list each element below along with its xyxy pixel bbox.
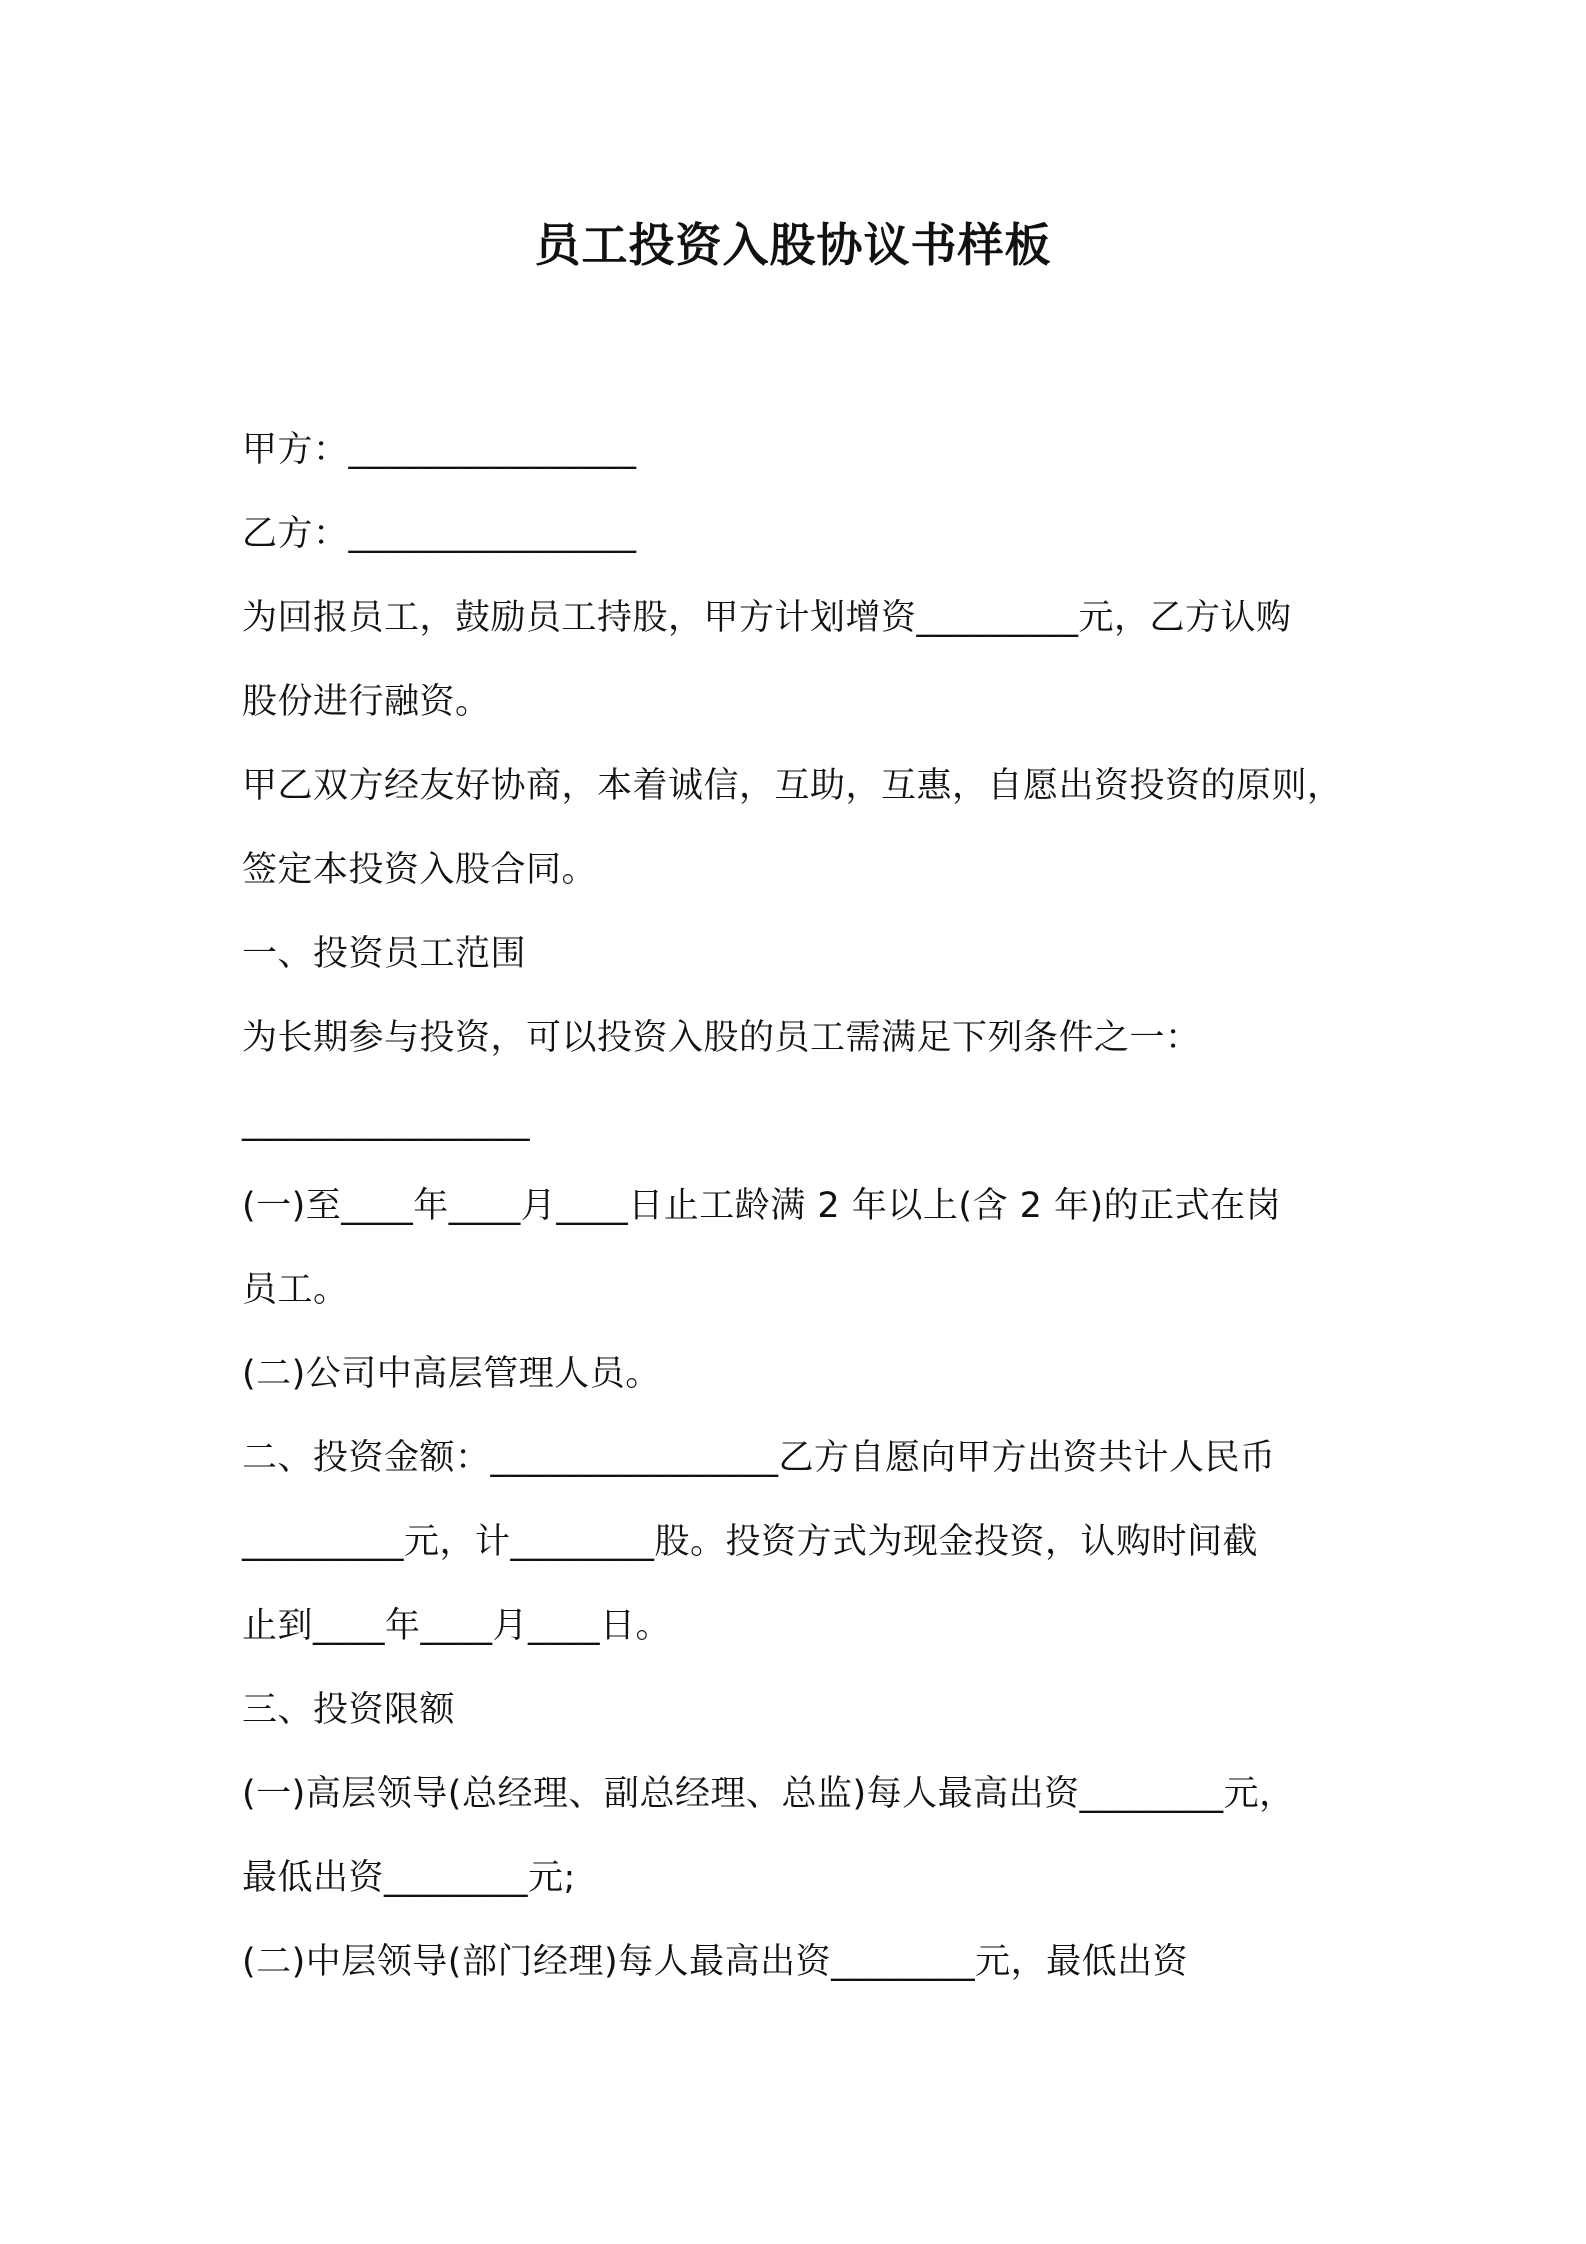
party-b-line: 乙方：________________ [242,514,637,554]
paragraph-line: 股份进行融资。 [242,682,491,722]
paragraph-line: (一)高层领导(总经理、副总经理、总监)每人最高出资________元， [242,1774,1295,1814]
section-heading: 三、投资限额 [242,1690,456,1730]
party-a-line: 甲方：________________ [242,430,637,470]
paragraph-line: 为长期参与投资，可以投资入股的员工需满足下列条件之一： [242,1018,1201,1058]
paragraph-line: (二)中层领导(部门经理)每人最高出资________元，最低出资 [242,1942,1189,1982]
paragraph-line: 止到____年____月____日。 [242,1606,672,1646]
paragraph-line: (二)公司中高层管理人员。 [242,1354,661,1394]
document-body [242,408,1362,2004]
paragraph-line: 甲乙双方经友好协商，本着诚信，互助，互惠，自愿出资投资的原则， [242,766,1343,806]
section-heading: 二、投资金额：________________乙方自愿向甲方出资共计人民币 [242,1438,1276,1478]
paragraph-line: 签定本投资入股合同。 [242,850,598,890]
blank-line: ________________ [242,1102,530,1142]
section-heading: 一、投资员工范围 [242,934,527,974]
paragraph-line: 员工。 [242,1270,349,1310]
paragraph-line: (一)至____年____月____日止工龄满 2 年以上(含 2 年)的正式在岗 [242,1186,1282,1226]
document-title: 员工投资入股协议书样板 [534,218,1052,272]
paragraph-line: _________元，计________股。投资方式为现金投资，认购时间截 [242,1522,1259,1562]
paragraph-line: 为回报员工，鼓励员工持股，甲方计划增资_________元，乙方认购 [242,598,1292,638]
paragraph-line: 最低出资________元; [242,1858,576,1898]
